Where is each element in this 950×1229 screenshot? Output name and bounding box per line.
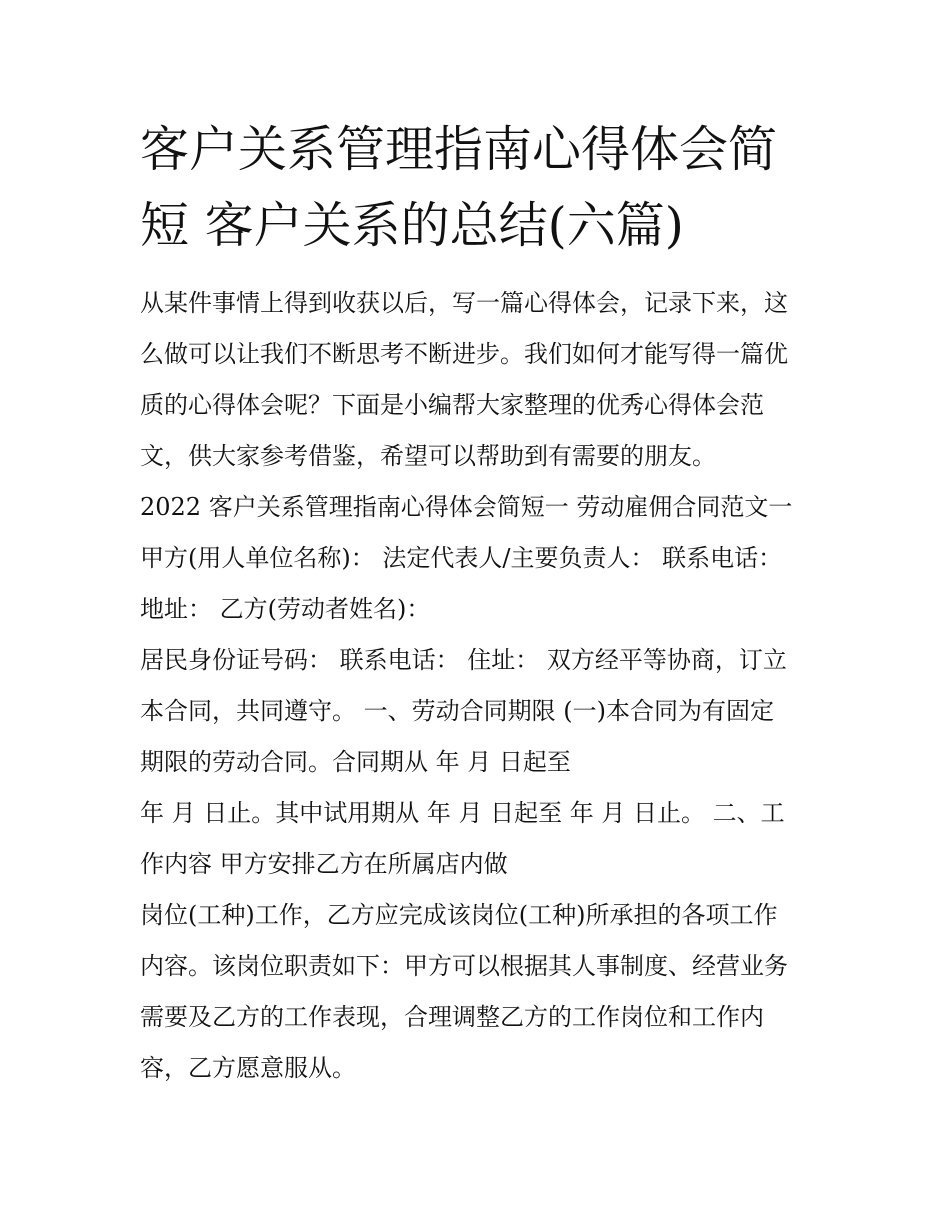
body-line: 作内容 甲方安排乙方在所属店内做	[140, 850, 508, 878]
document-title	[140, 112, 820, 264]
body-line: 内容。该岗位职责如下：甲方可以根据其人事制度、经营业务	[140, 952, 788, 980]
body-line: 居民身份证号码： 联系电话： 住址： 双方经平等协商，订立	[140, 646, 787, 674]
body-line: 质的心得体会呢？下面是小编帮大家整理的优秀心得体会范	[140, 391, 764, 419]
document-body	[140, 278, 815, 1094]
title-line: 短 客户关系的总结(六篇)	[140, 197, 684, 254]
body-line: 本合同，共同遵守。 一、劳动合同期限 (一)本合同为有固定	[140, 697, 774, 725]
body-line: 2022 客户关系管理指南心得体会简短一 劳动雇佣合同范文一	[140, 493, 793, 521]
body-line: 期限的劳动合同。合同期从 年 月 日起至	[140, 748, 571, 776]
body-line: 地址： 乙方(劳动者姓名)：	[140, 595, 431, 623]
body-line: 么做可以让我们不断思考不断进步。我们如何才能写得一篇优	[140, 340, 788, 368]
body-line: 甲方(用人单位名称)： 法定代表人/主要负责人： 联系电话：	[140, 544, 783, 572]
body-line: 年 月 日止。其中试用期从 年 月 日起至 年 月 日止。 二、工	[140, 799, 785, 827]
body-line: 从某件事情上得到收获以后，写一篇心得体会，记录下来，这	[140, 289, 788, 317]
body-line: 文，供大家参考借鉴，希望可以帮助到有需要的朋友。	[140, 442, 716, 470]
body-line: 需要及乙方的工作表现，合理调整乙方的工作岗位和工作内	[140, 1003, 764, 1031]
body-line: 岗位(工种)工作，乙方应完成该岗位(工种)所承担的各项工作	[140, 901, 778, 929]
body-line: 容，乙方愿意服从。	[140, 1054, 356, 1082]
title-line: 客户关系管理指南心得体会简	[140, 121, 778, 178]
